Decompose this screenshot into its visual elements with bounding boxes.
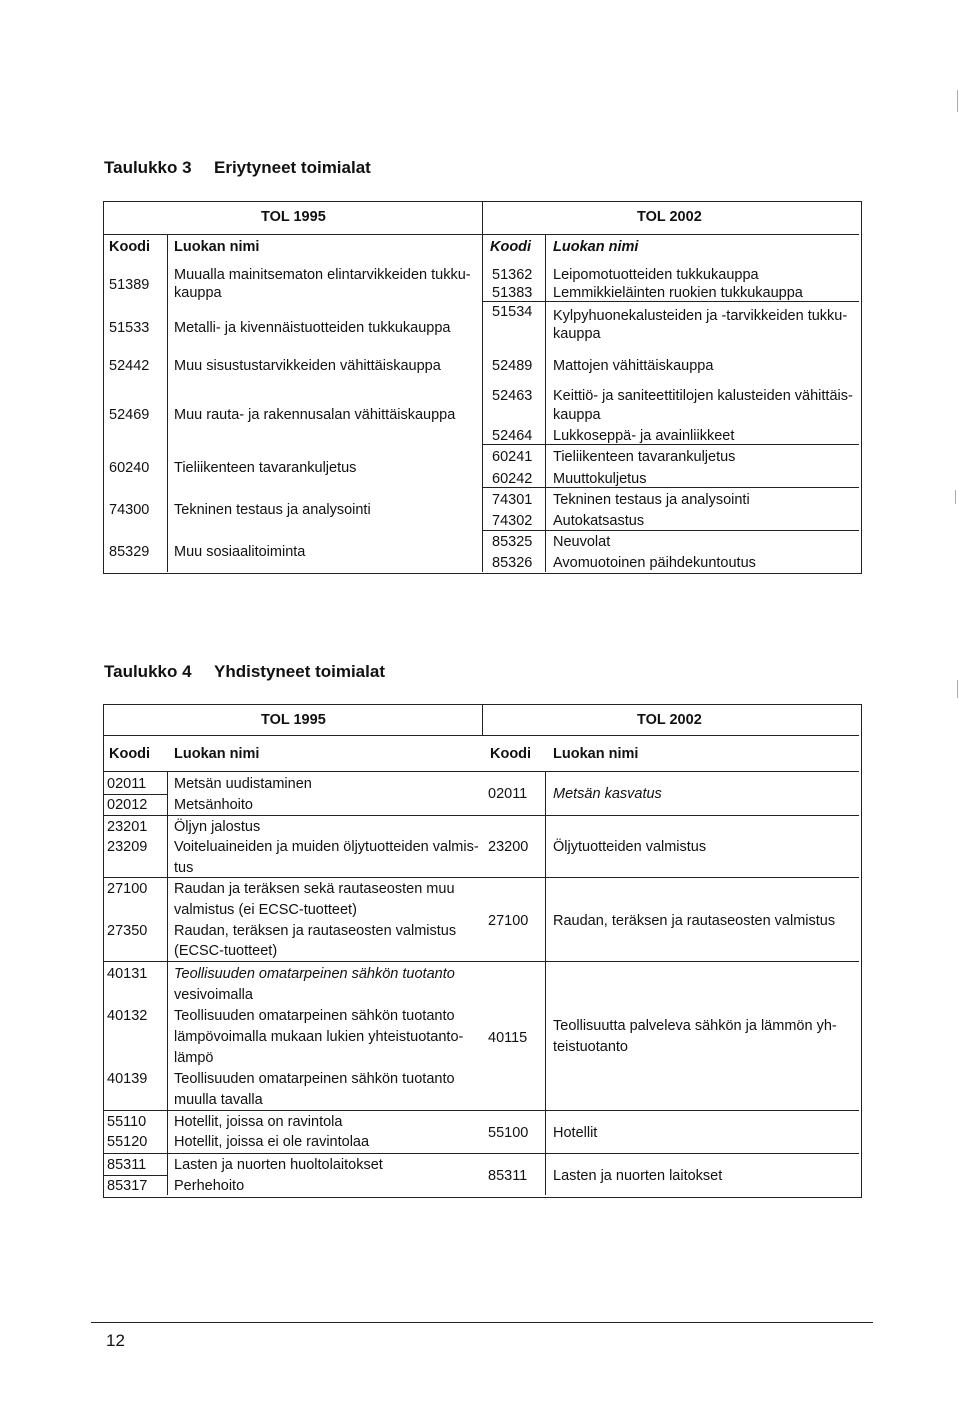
table3-tol2002: TOL 2002 — [637, 209, 702, 225]
table4-code: 40132 — [107, 1008, 148, 1024]
table4-name: Teollisuuden omatarpeinen sähkön tuotanto — [174, 966, 455, 982]
table3-code: 51533 — [109, 320, 150, 336]
table4-header-name: Luokan nimi — [174, 746, 260, 762]
table4-newname: Metsän kasvatus — [553, 786, 662, 802]
table4-newname: Öljytuotteiden valmistus — [553, 839, 707, 855]
table3-name: Muu sisustustarvikkeiden vähittäiskauppa — [174, 358, 441, 374]
table3-code-col-line — [167, 234, 168, 572]
table4-code: 23201 — [107, 819, 148, 835]
table3-newname: Tieliikenteen tavarankuljetus — [553, 449, 736, 465]
scan-speck — [955, 490, 956, 504]
table3-newcode: 74302 — [492, 513, 533, 529]
table3-name: Tieliikenteen tavarankuljetus — [174, 460, 357, 476]
table4-name: tus — [174, 860, 194, 876]
table4-newcode: 85311 — [488, 1168, 528, 1184]
table4-name: Voiteluaineiden ja muiden öljytuotteiden valmis- — [174, 839, 479, 855]
table3-newname: Neuvolat — [553, 534, 611, 550]
table4-code-col-line — [167, 771, 168, 1195]
table3-newcode: 85325 — [492, 534, 533, 550]
table3-code: 51389 — [109, 277, 150, 293]
table3-code: 85329 — [109, 544, 150, 560]
table3-code: 60240 — [109, 460, 150, 476]
table3-newcode: 60241 — [492, 449, 533, 465]
table3-name: Muu rauta- ja rakennusalan vähittäiskauppa — [174, 407, 456, 423]
table3-newname: Kylpyhuonekalusteiden ja -tarvikkeiden tukku- — [553, 308, 848, 324]
table4-newname: Raudan, teräksen ja rautaseosten valmistus — [553, 913, 836, 929]
table3-row-line — [482, 444, 859, 445]
table4-caption — [104, 662, 385, 682]
table4-name: Teollisuuden omatarpeinen sähkön tuotanto — [174, 1071, 455, 1087]
table3-newname: Keittiö- ja saniteettitilojen kalusteiden vähittäis- — [553, 388, 853, 404]
table4-name: (ECSC-tuotteet) — [174, 943, 278, 959]
table4-newcode: 27100 — [488, 913, 529, 929]
table4-code: 85317 — [107, 1178, 148, 1194]
table4-header-line — [104, 735, 859, 736]
table4-name: Hotellit, joissa ei ole ravintolaa — [174, 1134, 370, 1150]
table3-row-line — [482, 530, 859, 531]
table4-subrow-line — [104, 794, 167, 795]
table4-code: 40131 — [107, 966, 148, 982]
table3-newname: Leipomotuotteiden tukkukauppa — [553, 267, 759, 283]
table4-newcode-col-line — [545, 771, 546, 1195]
table3-newcode: 85326 — [492, 555, 533, 571]
table4-name: lämpö — [174, 1050, 214, 1066]
table3-newname: kauppa — [553, 407, 601, 423]
table3-newcode: 52464 — [492, 428, 533, 444]
table3-tol1995: TOL 1995 — [261, 209, 326, 225]
table3-newcode: 52489 — [492, 358, 533, 374]
table4-tol1995: TOL 1995 — [261, 712, 326, 728]
table3-newname: Mattojen vähittäiskauppa — [553, 358, 714, 374]
table3-caption-title: Eriytyneet toimialat — [214, 158, 371, 177]
table4-name: Öljyn jalostus — [174, 819, 261, 835]
table4 — [103, 704, 862, 1198]
table3-newname: Tekninen testaus ja analysointi — [553, 492, 750, 508]
table4-row-line — [104, 1153, 859, 1154]
table4-row-line — [104, 961, 859, 962]
table3-newcode: 74301 — [492, 492, 533, 508]
table4-code: 02011 — [107, 776, 147, 792]
table4-newname: Lasten ja nuorten laitokset — [553, 1168, 723, 1184]
table3-header-newname: Luokan nimi — [553, 239, 639, 255]
table4-code: 40139 — [107, 1071, 148, 1087]
table4-row-line — [104, 877, 859, 878]
table3-name: Metalli- ja kivennäistuotteiden tukkukauppa — [174, 320, 451, 336]
table4-name: lämpövoimalla mukaan lukien yhteistuotanto- — [174, 1029, 464, 1045]
table3-name: Tekninen testaus ja analysointi — [174, 502, 371, 518]
table3-row-line — [482, 487, 859, 488]
table4-name: Perhehoito — [174, 1178, 245, 1194]
table4-newcode: 55100 — [488, 1125, 529, 1141]
table4-header-newcode: Koodi — [490, 746, 532, 762]
table3-newname: Avomuotoinen päihdekuntoutus — [553, 555, 756, 571]
footer-rule — [91, 1322, 873, 1323]
table4-row-line — [104, 1110, 859, 1111]
table4-name: Raudan, teräksen ja rautaseosten valmistus — [174, 923, 457, 939]
table3-newname: Muuttokuljetus — [553, 471, 647, 487]
table3-newname: kauppa — [553, 326, 601, 342]
table3-header-name: Luokan nimi — [174, 239, 260, 255]
table4-newname: Hotellit — [553, 1125, 598, 1141]
table3-newname: Lukkoseppä- ja avainliikkeet — [553, 428, 735, 444]
table3-newname: Lemmikkieläinten ruokien tukkukauppa — [553, 285, 803, 301]
table4-name: Teollisuuden omatarpeinen sähkön tuotanto — [174, 1008, 455, 1024]
table4-header-code: Koodi — [109, 746, 151, 762]
table4-row-line — [104, 771, 859, 772]
table4-newcode: 23200 — [488, 839, 529, 855]
table4-caption-number: Taulukko 4 — [104, 662, 192, 681]
table4-name: valmistus (ei ECSC-tuotteet) — [174, 902, 357, 918]
table3-name: Muualla mainitsematon elintarvikkeiden tukku- — [174, 267, 471, 283]
table4-row-line — [104, 815, 859, 816]
table3-code: 74300 — [109, 502, 150, 518]
table4-divider — [482, 705, 483, 735]
table3-code: 52442 — [109, 358, 150, 374]
table3-caption — [104, 158, 371, 178]
table4-newcode: 40115 — [488, 1030, 528, 1046]
table3-newcode: 52463 — [492, 388, 533, 404]
table4-subrow-line — [104, 1175, 167, 1176]
table4-name: Metsän uudistaminen — [174, 776, 312, 792]
table3 — [103, 201, 862, 574]
scan-speck — [957, 680, 958, 698]
table4-code: 02012 — [107, 797, 148, 813]
table4-code: 85311 — [107, 1157, 147, 1173]
table4-name: muulla tavalla — [174, 1092, 263, 1108]
table4-code: 27350 — [107, 923, 148, 939]
table4-name: Lasten ja nuorten huoltolaitokset — [174, 1157, 383, 1173]
table4-name: Raudan ja teräksen sekä rautaseosten muu — [174, 881, 455, 897]
scan-speck — [957, 90, 958, 112]
table4-newcode: 02011 — [488, 786, 528, 802]
table4-name: vesivoimalla — [174, 987, 253, 1003]
table3-divider — [482, 202, 483, 572]
table3-newcode: 51383 — [492, 285, 533, 301]
table3-header-newcode: Koodi — [490, 239, 532, 255]
table4-name: Metsänhoito — [174, 797, 253, 813]
table4-code: 23209 — [107, 839, 148, 855]
table3-newcode: 51534 — [492, 304, 533, 320]
table3-newname: Autokatsastus — [553, 513, 645, 529]
table4-code: 55120 — [107, 1134, 148, 1150]
table3-name: Muu sosiaalitoiminta — [174, 544, 306, 560]
table3-row-line — [482, 301, 859, 302]
page-number: 12 — [106, 1331, 125, 1350]
table4-newname: teistuotanto — [553, 1039, 628, 1055]
table3-header-line — [104, 234, 859, 235]
table4-header-newname: Luokan nimi — [553, 746, 639, 762]
table4-code: 27100 — [107, 881, 148, 897]
table3-caption-number: Taulukko 3 — [104, 158, 192, 177]
table4-caption-title: Yhdistyneet toimialat — [214, 662, 385, 681]
table4-tol2002: TOL 2002 — [637, 712, 702, 728]
table3-newcode: 60242 — [492, 471, 533, 487]
table3-newcode: 51362 — [492, 267, 533, 283]
table3-newcode-col-line — [545, 234, 546, 572]
table3-code: 52469 — [109, 407, 150, 423]
table4-name: Hotellit, joissa on ravintola — [174, 1114, 343, 1130]
table4-newname: Teollisuutta palveleva sähkön ja lämmön yh- — [553, 1018, 837, 1034]
table4-code: 55110 — [107, 1114, 147, 1130]
table3-name: kauppa — [174, 285, 222, 301]
table3-header-code: Koodi — [109, 239, 151, 255]
